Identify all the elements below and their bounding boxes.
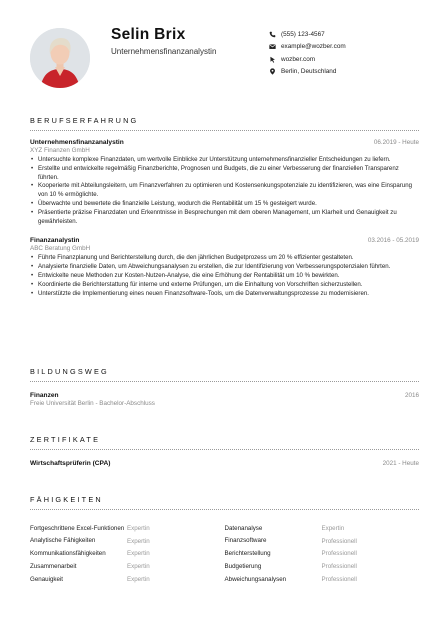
skill-name: Analytische Fähigkeiten [30,537,96,545]
job-title: Unternehmensfinanzanalystin [30,139,124,146]
contact-list [268,28,346,78]
bullet-item: • Überwachte und bewertete die finanzielle Leistung, wodurch die Rentabilität um 15 % gesteigert wurde. [30,200,419,209]
certificate-date: 2021 - Heute [382,460,419,467]
skill-name: Datenanalyse [224,524,263,532]
job-bullets [30,254,419,298]
skill-row [30,548,225,561]
job-bullets [30,156,419,226]
skill-level: Professionell [321,563,357,571]
job-company: XYZ Finanzen GmbH [30,147,90,154]
skill-level: Professionell [321,550,357,558]
skill-name: Genauigkeit [30,575,64,583]
bullet-item: • Entwickelte neue Methoden zur Kosten-Nutzen-Analyse, die eine Erhöhung der Rentabilität um 10 % bewirkten. [30,272,419,281]
skill-row [225,535,420,548]
job-date: 03.2016 - 05.2019 [367,237,419,245]
skills-grid [30,522,419,586]
skill-row [30,522,225,535]
education-entry [30,392,419,407]
skill-level: Expertin [127,537,150,545]
skill-name: Berichterstellung [224,550,271,558]
email-icon [268,43,276,51]
skill-name: Fortgeschrittene Excel-Funktionen [30,524,125,532]
skill-row [225,560,420,573]
skill-row [225,522,420,535]
experience-entry [30,237,419,298]
contact-email-text: example@wozber.com [281,43,346,51]
job-date: 06.2019 - Heute [373,139,419,146]
education-section [30,367,419,407]
contact-location-text: Berlin, Deutschland [281,68,337,76]
skill-row [30,560,225,573]
skill-row [30,535,225,548]
skill-level: Expertin [127,550,150,558]
certificates-heading: ZERTIFIKATE [30,435,419,450]
experience-section [30,116,419,298]
profile-photo [30,28,90,88]
bullet-item: • Kooperierte mit Abteilungsleitern, um Finanzverfahren zu optimieren und Kostensenkungspotenziale zu identifizieren, was eine Einsparung von 10 % ermöglichte. [30,182,419,200]
website-icon [268,55,276,63]
certificate-name: Wirtschaftsprüferin (CPA) [30,460,111,467]
experience-heading: BERUFSERFAHRUNG [30,116,419,131]
bullet-item: • Unterstützte die Implementierung eines neuen Finanzsoftware-Tools, um die Datenverwaltungsprozesse zu modernisieren. [30,290,419,299]
skill-level: Expertin [127,563,150,571]
skill-row [225,548,420,561]
skill-name: Kommunikationsfähigkeiten [30,550,106,558]
degree-title: Finanzen [30,392,59,399]
contact-email[interactable] [268,41,346,54]
skill-level: Expertin [127,524,150,532]
skills-column-right [225,522,420,586]
skills-heading: FÄHIGKEITEN [30,495,419,510]
skill-level: Professionell [321,537,357,545]
contact-website[interactable] [268,53,346,66]
resume-header [0,0,448,100]
skill-name: Finanzsoftware [224,537,267,545]
skill-name: Abweichungsanalysen [224,575,287,583]
candidate-name: Selin Brix [111,26,186,43]
phone-icon [268,30,276,38]
skill-level: Expertin [321,524,345,532]
skill-level: Expertin [127,576,150,584]
bullet-item: • Führte Finanzplanung und Berichterstellung durch, die den jährlichen Budgetprozess um 20 % effizienter gestalteten. [30,254,419,263]
bullet-item: • Untersuchte komplexe Finanzdaten, um wertvolle Einblicke zur Unterstützung unternehmensfinanzieller Entscheidungen zu liefern. [30,156,419,165]
location-icon [268,68,276,76]
job-company: ABC Beratung GmbH [30,245,91,253]
skill-name: Zusammenarbeit [30,562,77,570]
education-date: 2016 [404,392,419,399]
profile-photo-image [30,28,90,88]
education-heading: BILDUNGSWEG [30,367,419,382]
bullet-item: • Erstellte und entwickelte regelmäßig Finanzberichte, Prognosen und Budgets, die zu einer Verbesserung der finanziellen Transparenz führten. [30,165,419,183]
skill-row [30,573,225,586]
certificates-section [30,435,419,467]
skill-row [225,573,420,586]
bullet-item: • Koordinierte die Berichterstattung für interne und externe Prüfungen, um die Einhaltung von Vorschriften sicherzustellen. [30,281,419,290]
contact-phone-text: (555) 123-4567 [281,30,325,38]
job-title: Finanzanalystin [30,237,80,245]
candidate-job-title: Unternehmensfinanzanalystin [111,47,217,56]
skills-section [30,495,419,586]
bullet-item: • Präsentierte präzise Finanzdaten und Erkenntnisse in Besprechungen mit dem oberen Management, um Klarheit und Genauigkeit zu gewährleisten. [30,209,419,227]
skill-level: Professionell [321,576,357,584]
skills-column-left [30,522,225,586]
contact-website-text: wozber.com [281,55,316,63]
experience-entry [30,139,419,226]
contact-location [268,66,346,79]
certificate-entry [30,460,419,467]
contact-phone [268,28,346,41]
education-school: Freie Universität Berlin - Bachelor-Abschluss [30,400,155,407]
bullet-item: • Analysierte finanzielle Daten, um Abweichungsanalysen zu erstellen, die zur Identifizierung von Verbesserungspotenzialen führten. [30,263,419,272]
skill-name: Budgetierung [224,562,262,570]
